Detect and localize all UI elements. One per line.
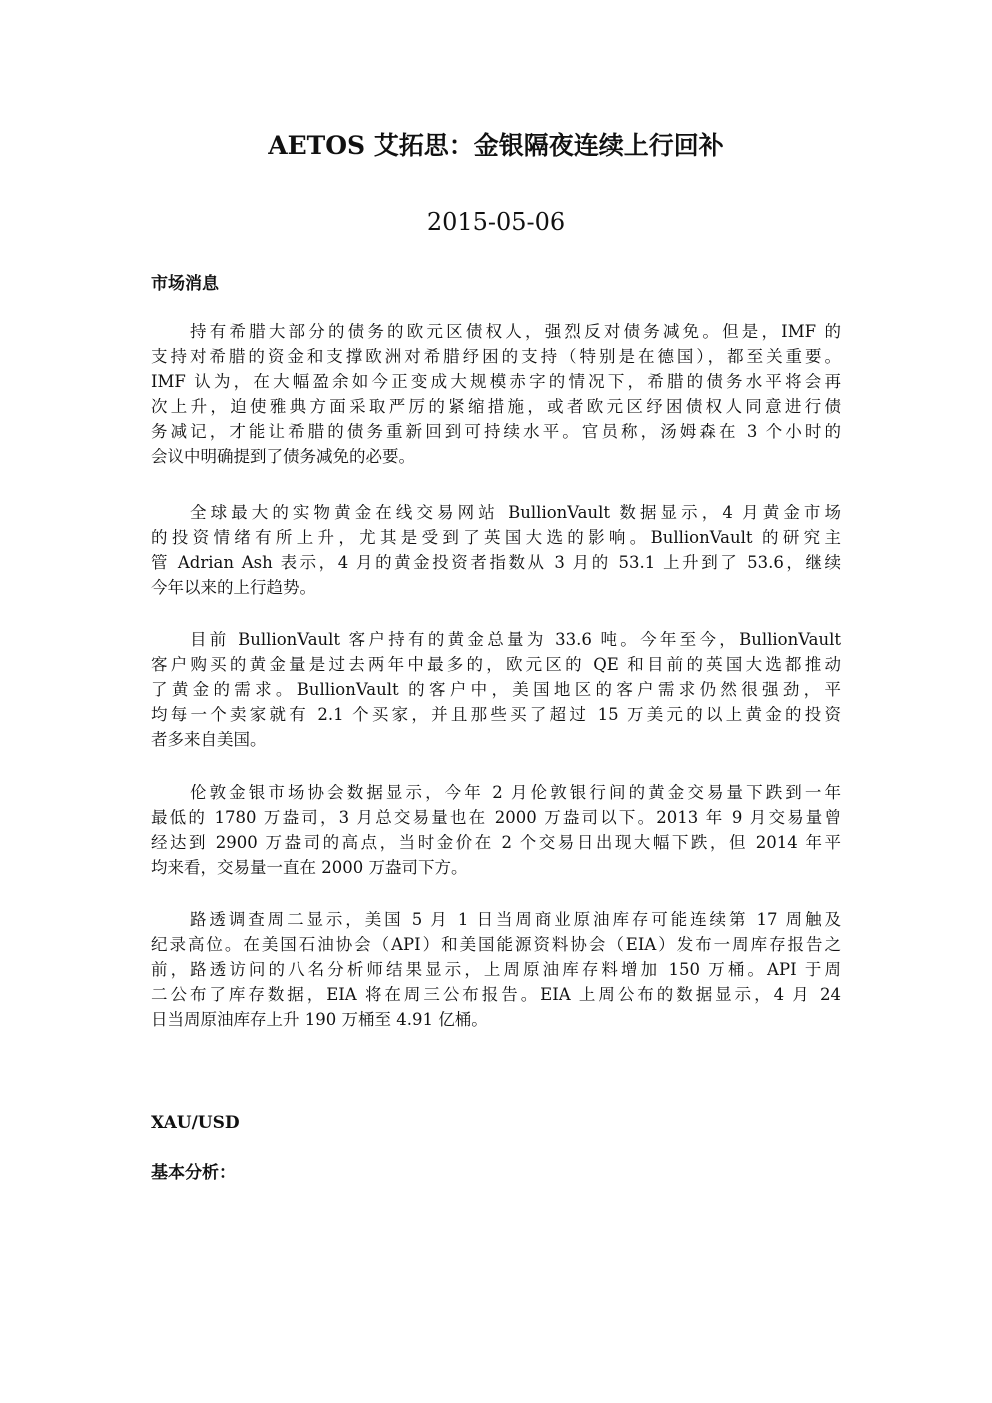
paragraph-line: 伦敦金银市场协会数据显示，今年 2 月伦敦银行间的黄金交易量下跌到一年 bbox=[190, 783, 841, 802]
paragraph-line: 持有希腊大部分的债务的欧元区债权人，强烈反对债务减免。但是，IMF 的 bbox=[190, 322, 841, 341]
paragraph-4 bbox=[151, 780, 841, 880]
paragraph-line: 管 Adrian Ash 表示，4 月的黄金投资者指数从 3 月的 53.1 上升到了 53.6，继续 bbox=[151, 553, 841, 572]
paragraph-line: 务减记，才能让希腊的债务重新回到可持续水平。官员称，汤姆森在 3 个小时的 bbox=[151, 422, 841, 441]
paragraph-line: 前，路透访问的八名分析师结果显示，上周原油库存料增加 150 万桶。API 于周 bbox=[151, 960, 841, 979]
paragraph-line: 路透调查周二显示，美国 5 月 1 日当周商业原油库存可能连续第 17 周触及 bbox=[190, 910, 841, 929]
paragraph-line: 会议中明确提到了债务减免的必要。 bbox=[151, 447, 415, 466]
paragraph-line: 了黄金的需求。BullionVault 的客户中，美国地区的客户需求仍然很强劲，平 bbox=[151, 680, 841, 699]
paragraph-line: 日当周原油库存上升 190 万桶至 4.91 亿桶。 bbox=[151, 1010, 488, 1029]
paragraph-3 bbox=[151, 627, 841, 752]
paragraph-line: 二公布了库存数据，EIA 将在周三公布报告。EIA 上周公布的数据显示，4 月 24 bbox=[151, 985, 841, 1004]
paragraph-line: 客户购买的黄金量是过去两年中最多的，欧元区的 QE 和目前的英国大选都推动 bbox=[151, 655, 841, 674]
paragraph-line: 支持对希腊的资金和支撑欧洲对希腊纾困的支持（特别是在德国），都至关重要。 bbox=[151, 347, 841, 366]
paragraph-5 bbox=[151, 907, 841, 1032]
paragraph-line: 经达到 2900 万盎司的高点，当时金价在 2 个交易日出现大幅下跌，但 2014 年平 bbox=[151, 833, 841, 852]
paragraph-2 bbox=[151, 500, 841, 600]
paragraph-line: 均每一个卖家就有 2.1 个买家，并且那些买了超过 15 万美元的以上黄金的投资 bbox=[151, 705, 841, 724]
section-heading-xau-usd: XAU/USD bbox=[151, 1113, 240, 1133]
paragraph-line: 目前 BullionVault 客户持有的黄金总量为 33.6 吨。今年至今，BullionVault bbox=[190, 630, 841, 649]
paragraph-line: 的投资情绪有所上升，尤其是受到了英国大选的影响。BullionVault 的研究主 bbox=[151, 528, 841, 547]
paragraph-line: 次上升，迫使雅典方面采取严厉的紧缩措施，或者欧元区纾困债权人同意进行债 bbox=[151, 397, 841, 416]
paragraph-line: 最低的 1780 万盎司，3 月总交易量也在 2000 万盎司以下。2013 年 9 月交易量曾 bbox=[151, 808, 841, 827]
section-heading-market-news: 市场消息 bbox=[151, 274, 219, 294]
document-date: 2015-05-06 bbox=[426, 208, 566, 236]
paragraph-line: 今年以来的上行趋势。 bbox=[151, 578, 316, 597]
paragraph-1 bbox=[151, 319, 841, 469]
paragraph-line: 均来看，交易量一直在 2000 万盎司下方。 bbox=[151, 858, 468, 877]
paragraph-line: 全球最大的实物黄金在线交易网站 BullionVault 数据显示，4 月黄金市场 bbox=[190, 503, 841, 522]
section-heading-fundamental: 基本分析： bbox=[151, 1163, 236, 1183]
document-title: AETOS 艾拓思：金银隔夜连续上行回补 bbox=[268, 131, 724, 160]
paragraph-line: 纪录高位。在美国石油协会（API）和美国能源资料协会（EIA）发布一周库存报告之 bbox=[151, 935, 841, 954]
paragraph-line: IMF 认为，在大幅盈余如今正变成大规模赤字的情况下，希腊的债务水平将会再 bbox=[151, 372, 841, 391]
paragraph-line: 者多来自美国。 bbox=[151, 730, 267, 749]
